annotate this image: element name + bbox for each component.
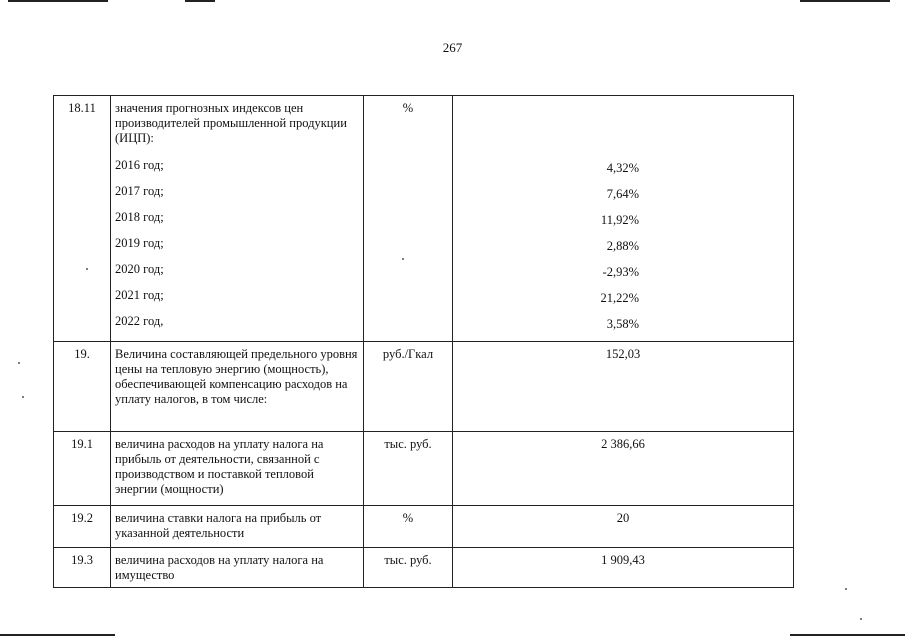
row-value: 152,03 bbox=[453, 342, 794, 432]
year-label: 2020 год; bbox=[115, 261, 164, 276]
scan-edge-mark-top-mid bbox=[185, 0, 215, 2]
year-label: 2022 год, bbox=[115, 313, 164, 328]
year-value: -2,93% bbox=[602, 264, 639, 279]
row-unit: % bbox=[364, 96, 453, 342]
scan-speck bbox=[860, 618, 862, 620]
row-description-cell bbox=[111, 96, 364, 342]
row-value: 2 386,66 bbox=[453, 432, 794, 506]
row-number: 19. bbox=[54, 342, 111, 432]
year-label: 2019 год; bbox=[115, 235, 164, 250]
row-number: 19.3 bbox=[54, 548, 111, 588]
row-unit: тыс. руб. bbox=[364, 432, 453, 506]
row-description: величина расходов на уплату налога на прибыль от деятельности, связанной с производством и поставкой тепловой энергии (мощности) bbox=[111, 432, 364, 506]
year-label: 2021 год; bbox=[115, 287, 164, 302]
row-number: 19.2 bbox=[54, 506, 111, 548]
row-description: величина расходов на уплату налога на имущество bbox=[111, 548, 364, 588]
year-label: 2018 год; bbox=[115, 209, 164, 224]
row-unit: тыс. руб. bbox=[364, 548, 453, 588]
year-value: 3,58% bbox=[606, 316, 639, 331]
year-label: 2017 год; bbox=[115, 183, 164, 198]
year-value: 11,92% bbox=[600, 212, 639, 227]
table-row bbox=[54, 506, 794, 548]
scan-edge-mark-bottom-right bbox=[790, 634, 905, 636]
scan-speck bbox=[22, 396, 24, 398]
row-number: 19.1 bbox=[54, 432, 111, 506]
year-value: 2,88% bbox=[606, 238, 639, 253]
year-value: 21,22% bbox=[600, 290, 639, 305]
row-unit: руб./Гкал bbox=[364, 342, 453, 432]
scan-edge-mark-top-left bbox=[8, 0, 108, 2]
scan-speck bbox=[18, 362, 20, 364]
table-row bbox=[54, 342, 794, 432]
year-list bbox=[115, 152, 359, 334]
row-value: 1 909,43 bbox=[453, 548, 794, 588]
scan-speck bbox=[845, 588, 847, 590]
year-value: 4,32% bbox=[606, 160, 639, 175]
year-value: 7,64% bbox=[606, 186, 639, 201]
row-description: величина ставки налога на прибыль от указанной деятельности bbox=[111, 506, 364, 548]
table-row bbox=[54, 432, 794, 506]
value-list bbox=[457, 155, 789, 337]
tariff-parameters-table bbox=[53, 95, 794, 588]
page-number: 267 bbox=[442, 40, 463, 55]
year-label: 2016 год; bbox=[115, 157, 164, 172]
row-value-cell bbox=[453, 96, 794, 342]
row-value: 20 bbox=[453, 506, 794, 548]
row-description: Величина составляющей предельного уровня цены на тепловую энергию (мощность), обеспечивающей компенсацию расходов на уплату налогов, в том числе: bbox=[111, 342, 364, 432]
table-row bbox=[54, 548, 794, 588]
row-description: значения прогнозных индексов цен производителей промышленной продукции (ИЦП): bbox=[115, 101, 347, 145]
row-number: 18.11 bbox=[54, 96, 111, 342]
scan-edge-mark-top-right bbox=[800, 0, 890, 2]
table-row bbox=[54, 96, 794, 342]
scan-edge-mark-bottom-left bbox=[0, 634, 115, 636]
row-unit: % bbox=[364, 506, 453, 548]
